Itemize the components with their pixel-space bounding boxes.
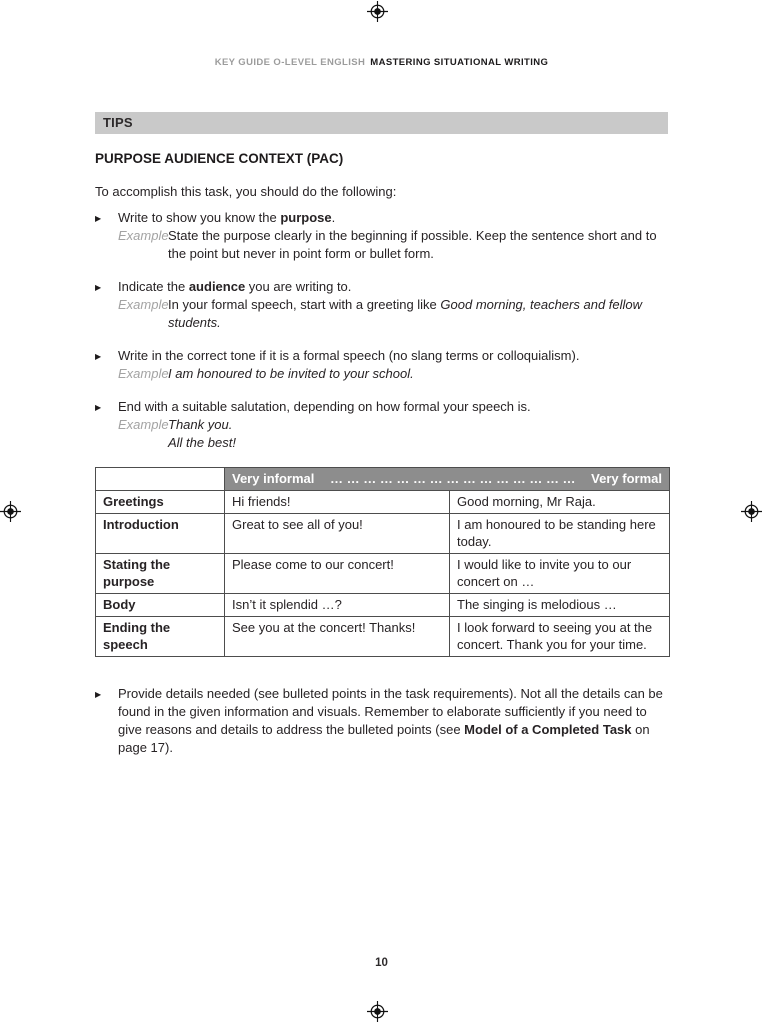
informal-cell: Isn’t it splendid …? [225,594,450,617]
table-row [96,617,670,657]
example-text: State the purpose clearly in the beginning if possible. Keep the sentence short and to the point but never in point form or bullet form. [168,228,657,261]
informal-cell: Please come to our concert! [225,554,450,594]
example-text: Thank you. [168,417,233,432]
example-label: Example [118,417,169,432]
bullet-item-audience [95,278,668,332]
table-row [96,594,670,617]
bullet-item-salutation [95,398,668,452]
scale-dots: … … … … … … … … … … … … … … … [329,471,576,486]
scale-left-label: Very informal [232,471,315,486]
example-row [118,296,668,332]
intro-text: To accomplish this task, you should do the following: [95,184,397,199]
table-row [96,491,670,514]
example-row [118,227,668,263]
bullet-text: Indicate the audience you are writing to. [118,279,352,294]
table-header-row [96,468,670,491]
page-number: 10 [375,957,388,969]
section-title: PURPOSE AUDIENCE CONTEXT (PAC) [95,151,344,166]
bullet-triangle-icon: ▶ [95,690,102,699]
tips-bullet-list [95,209,668,452]
bullet-text: Write to show you know the purpose. [118,210,336,225]
page-content [95,112,668,757]
row-label: Ending the speech [96,617,225,657]
tips-section-bar: TIPS [95,112,668,134]
row-label: Stating the purpose [96,554,225,594]
bullet-triangle-icon: ▶ [95,403,102,412]
bullet-item-tone [95,347,668,383]
example-row [118,365,668,383]
bullet-triangle-icon: ▶ [95,283,102,292]
formal-cell: I look forward to seeing you at the concert. Thank you for your time. [450,617,670,657]
formal-cell: The singing is melodious … [450,594,670,617]
registration-mark-icon [367,1001,388,1022]
informal-cell: Hi friends! [225,491,450,514]
example-row [118,416,668,452]
example-label: Example [118,297,169,312]
formality-comparison-table [95,467,670,657]
bullet-triangle-icon: ▶ [95,352,102,361]
bullet-text: End with a suitable salutation, depending on how formal your speech is. [118,399,531,414]
example-text: I am honoured to be invited to your school. [168,366,414,381]
example-text: All the best! [168,435,236,450]
bullet-text: Write in the correct tone if it is a formal speech (no slang terms or colloquialism). [118,348,580,363]
informal-cell: See you at the concert! Thanks! [225,617,450,657]
example-label: Example [118,366,169,381]
bullet-text: Provide details needed (see bulleted points in the task requirements). Not all the details can be found in the given information and visuals. Remember to elaborate sufficiently if you need to give reasons and details to address the bulleted points (see Model of a Completed Task on page 17). [118,686,663,755]
registration-mark-icon [0,501,21,522]
bullet-item-details [95,685,668,757]
table-row [96,554,670,594]
table-row [96,514,670,554]
table-scale-header [225,468,670,491]
formal-cell: I am honoured to be standing here today. [450,514,670,554]
example-text: In your formal speech, start with a greeting like Good morning, teachers and fellow students. [168,297,643,330]
table-corner-cell [96,468,225,491]
formal-cell: Good morning, Mr Raja. [450,491,670,514]
registration-mark-icon [367,1,388,22]
scale-right-label: Very formal [591,471,662,486]
row-label: Body [96,594,225,617]
formal-cell: I would like to invite you to our concert on … [450,554,670,594]
book-title: MASTERING SITUATIONAL WRITING [370,57,549,68]
row-label: Introduction [96,514,225,554]
running-head [0,57,763,69]
bullet-triangle-icon: ▶ [95,214,102,223]
bullet-item-purpose [95,209,668,263]
example-label: Example [118,228,169,243]
registration-mark-icon [741,501,762,522]
informal-cell: Great to see all of you! [225,514,450,554]
row-label: Greetings [96,491,225,514]
book-series-title: KEY GUIDE O-LEVEL ENGLISH [214,57,366,68]
